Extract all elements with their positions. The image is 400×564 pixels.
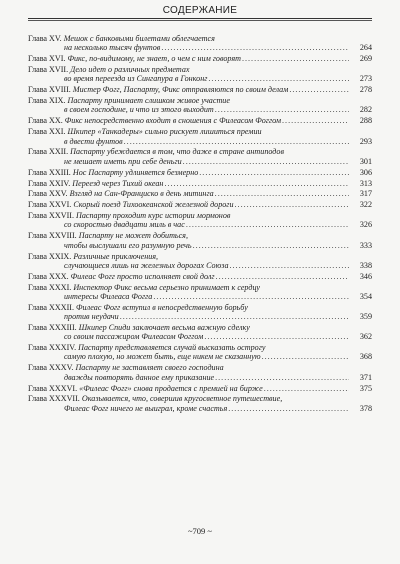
leader-dots <box>124 137 349 146</box>
leader-dots <box>215 373 349 382</box>
toc-entry-line <box>28 85 350 94</box>
chapter-title: Дело идет о различных предметах <box>70 65 190 75</box>
page-reference: 301 <box>359 156 372 166</box>
page-reference: 293 <box>359 136 372 146</box>
toc-entry[interactable] <box>28 34 372 53</box>
leader-dots <box>235 200 349 209</box>
toc-entry[interactable] <box>28 65 372 84</box>
chapter-label: Глава XXVII. <box>28 211 74 221</box>
page-reference: 333 <box>359 240 372 250</box>
chapter-title: дважды повторять данное ему приказание <box>64 372 215 382</box>
chapter-title: Взгляд на Сан-Франциско в день митинга <box>69 189 214 199</box>
toc-entry-continuation <box>28 241 350 250</box>
toc-entry-line <box>28 323 350 332</box>
chapter-label: Глава XV. <box>28 34 62 43</box>
chapter-title: Инспектор Фикс весьма серьезно принимает к сердцу <box>73 282 260 292</box>
chapter-title: Шкипер «Танкадеры» сильно рискует лишиться премии <box>67 127 262 137</box>
toc-entry[interactable] <box>28 231 372 250</box>
chapter-title: случающиеся лишь на железных дорогах Союза <box>64 260 229 270</box>
toc-entry[interactable] <box>28 189 372 198</box>
chapter-label: Глава XXXIII. <box>28 323 77 332</box>
leader-dots <box>215 189 349 198</box>
chapter-title: Нос Паспарту удлиняется безмерно <box>72 167 199 177</box>
page-number: ~709 ~ <box>187 526 213 536</box>
toc-entry-line <box>28 231 350 240</box>
toc-entry-continuation <box>28 137 350 146</box>
leader-dots <box>199 168 349 177</box>
toc-entry-line <box>28 34 350 43</box>
toc-entry[interactable] <box>28 127 372 146</box>
chapter-title: Паспарту представляется случай высказать острогу <box>78 343 266 353</box>
toc-entry[interactable] <box>28 323 372 342</box>
leader-dots <box>262 352 349 361</box>
page-reference: 264 <box>359 43 372 53</box>
leader-dots <box>153 292 349 301</box>
chapter-label: Глава XXVI. <box>28 200 72 210</box>
leader-dots <box>230 261 350 270</box>
toc-entry-line <box>28 65 350 74</box>
toc-entry[interactable] <box>28 200 372 209</box>
toc-entry-continuation <box>28 292 350 301</box>
chapter-label: Глава XXXV. <box>28 363 74 373</box>
toc-entry[interactable] <box>28 272 372 281</box>
toc-entry[interactable] <box>28 252 372 271</box>
toc-entry-line <box>28 54 350 63</box>
page-reference: 278 <box>359 85 372 95</box>
toc-entry[interactable] <box>28 116 372 125</box>
chapter-label: Глава XXI. <box>28 127 66 137</box>
page-reference: 368 <box>359 352 372 362</box>
leader-dots <box>282 116 349 125</box>
chapter-title: Скорый поезд Тихоокеанской железной дороги <box>73 200 234 210</box>
chapter-label: Глава XVIII. <box>28 85 71 95</box>
page-reference: 273 <box>359 74 372 84</box>
toc-entry-line <box>28 363 350 372</box>
header-rule-secondary <box>28 20 372 21</box>
chapter-label: Глава XXIV. <box>28 178 71 188</box>
toc-entry[interactable] <box>28 394 372 413</box>
toc-entry[interactable] <box>28 96 372 115</box>
chapter-title: Филеас Фогг просто исполняет свой долг <box>70 271 215 281</box>
toc-entry-continuation <box>28 220 350 229</box>
toc-entry-line <box>28 303 350 312</box>
chapter-title: не мешает иметь при себе деньги <box>64 156 182 166</box>
chapter-title: Филеас Фогг вступил в непосредственную борьбу <box>76 302 248 312</box>
toc-entry[interactable] <box>28 147 372 166</box>
toc-entry-line <box>28 147 350 156</box>
toc-entry[interactable] <box>28 168 372 177</box>
page-reference: 359 <box>359 312 372 322</box>
chapter-title: против неудачи <box>64 312 119 322</box>
header-rule <box>28 18 372 19</box>
chapter-label: Глава XXX. <box>28 271 69 281</box>
chapter-title: самую плохую, но может быть, еще никем не сказанную <box>64 352 261 362</box>
table-of-contents <box>28 34 372 415</box>
toc-entry-line <box>28 272 350 281</box>
chapter-title: чтобы выслушали его разумную речь <box>64 240 192 250</box>
toc-entry[interactable] <box>28 85 372 94</box>
toc-entry[interactable] <box>28 211 372 230</box>
toc-entry-continuation <box>28 74 350 83</box>
page-reference: 282 <box>359 105 372 115</box>
page-reference: 326 <box>359 220 372 230</box>
chapter-title: со скоростью двадцати миль в час <box>64 220 185 230</box>
leader-dots <box>216 272 349 281</box>
leader-dots <box>204 332 349 341</box>
toc-entry-line <box>28 343 350 352</box>
leader-dots <box>208 74 349 83</box>
chapter-label: Глава XXXVI. <box>28 383 78 393</box>
chapter-label: Глава XVI. <box>28 54 66 64</box>
chapter-title: интересы Филеаса Фогга <box>64 291 153 301</box>
page-reference: 371 <box>359 372 372 382</box>
chapter-title: в двести фунтов <box>64 136 123 146</box>
chapter-label: Глава XXXVII. <box>28 394 80 404</box>
page-header <box>28 0 372 22</box>
leader-dots <box>228 404 349 413</box>
page-reference: 317 <box>359 189 372 199</box>
leader-dots <box>264 384 349 393</box>
toc-entry-line <box>28 127 350 136</box>
chapter-title: со своим пассажиром Филеасом Фоггом <box>64 332 204 342</box>
chapter-title: Фикс, по-видимому, не знает, о чем с ним говорят <box>67 54 241 64</box>
toc-entry-continuation <box>28 373 350 382</box>
chapter-title: «Филеас Фогг» снова продается с премией на бирже <box>79 383 263 393</box>
page-reference: 313 <box>359 178 372 188</box>
chapter-title: Паспарту не заставляет своего господина <box>75 363 224 373</box>
chapter-title: Паспарту не может добиться, <box>78 231 188 241</box>
chapter-label: Глава XX. <box>28 116 63 126</box>
chapter-title: Фикс непосредственно входит в сношения с Филеасом Фоггом <box>64 116 282 126</box>
page-reference: 322 <box>359 200 372 210</box>
toc-entry-line <box>28 384 350 393</box>
toc-entry-continuation <box>28 312 350 321</box>
chapter-label: Глава XIX. <box>28 96 66 106</box>
page-reference: 375 <box>359 383 372 393</box>
toc-entry[interactable] <box>28 179 372 188</box>
toc-entry[interactable] <box>28 283 372 302</box>
leader-dots <box>120 312 349 321</box>
chapter-title: Переезд через Тихий океан <box>72 178 164 188</box>
page-reference: 338 <box>359 260 372 270</box>
chapter-title: Паспарту убеждается в том, что даже в стране антиподов <box>70 147 284 157</box>
chapter-label: Глава XXIX. <box>28 251 72 261</box>
toc-entry-line <box>28 168 350 177</box>
toc-entry-continuation <box>28 105 350 114</box>
leader-dots <box>193 241 349 250</box>
leader-dots <box>186 220 349 229</box>
chapter-title: Паспарту принимает слишком живое участие <box>67 96 230 106</box>
toc-entry-continuation <box>28 261 350 270</box>
toc-entry-line <box>28 283 350 292</box>
page-reference: 362 <box>359 332 372 342</box>
chapter-title: Оказывается, что, совершив кругосветное путешествие, <box>81 394 283 404</box>
leader-dots <box>164 179 349 188</box>
chapter-title: Паспарту проходит курс истории мормонов <box>76 211 231 221</box>
toc-entry-continuation <box>28 332 350 341</box>
leader-dots <box>161 43 349 52</box>
toc-entry[interactable] <box>28 384 372 393</box>
toc-entry-line <box>28 200 350 209</box>
toc-entry-continuation <box>28 43 350 52</box>
chapter-label: Глава XXV. <box>28 189 68 199</box>
page-reference: 269 <box>359 54 372 64</box>
toc-entry[interactable] <box>28 343 372 362</box>
chapter-label: Глава XXXI. <box>28 282 72 292</box>
toc-entry[interactable] <box>28 54 372 63</box>
page-reference: 354 <box>359 291 372 301</box>
toc-entry-line <box>28 211 350 220</box>
leader-dots <box>215 105 349 114</box>
chapter-title: в своем господине, и что из этого выходит <box>64 105 214 115</box>
page-reference: 346 <box>359 271 372 281</box>
toc-entry-line <box>28 96 350 105</box>
chapter-title: Мешок с банковыми билетами облегчается <box>63 34 215 43</box>
leader-dots <box>183 157 349 166</box>
chapter-title: Мистер Фогг, Паспарту, Фикс отправляются по своим делам <box>72 85 289 95</box>
toc-entry[interactable] <box>28 303 372 322</box>
toc-entry-continuation <box>28 404 350 413</box>
toc-entry-line <box>28 189 350 198</box>
chapter-label: Глава XXXII. <box>28 302 74 312</box>
chapter-label: Глава XXIII. <box>28 167 71 177</box>
chapter-label: Глава XVII. <box>28 65 69 75</box>
page-title: СОДЕРЖАНИЕ <box>162 5 238 16</box>
leader-dots <box>242 54 349 63</box>
chapter-title: Филеас Фогг ничего не выиграл, кроме счастья <box>64 403 228 413</box>
chapter-title: на несколько тысяч фунтов <box>64 43 161 53</box>
toc-entry-line <box>28 116 350 125</box>
page-reference: 306 <box>359 167 372 177</box>
toc-entry-line <box>28 179 350 188</box>
page-reference: 288 <box>359 116 372 126</box>
chapter-title: Различные приключения, <box>73 251 159 261</box>
toc-entry[interactable] <box>28 363 372 382</box>
chapter-title: во время переезда из Сингапура в Гонконг <box>64 74 208 84</box>
toc-entry-line <box>28 252 350 261</box>
chapter-label: Глава XXXIV. <box>28 343 77 353</box>
chapter-label: Глава XXVIII. <box>28 231 77 241</box>
page-reference: 378 <box>359 403 372 413</box>
toc-entry-continuation <box>28 352 350 361</box>
chapter-title: Шкипер Спиди заключает весьма важную сделку <box>78 323 250 332</box>
chapter-label: Глава XXII. <box>28 147 69 157</box>
leader-dots <box>289 85 349 94</box>
toc-entry-continuation <box>28 157 350 166</box>
toc-entry-line <box>28 394 350 403</box>
